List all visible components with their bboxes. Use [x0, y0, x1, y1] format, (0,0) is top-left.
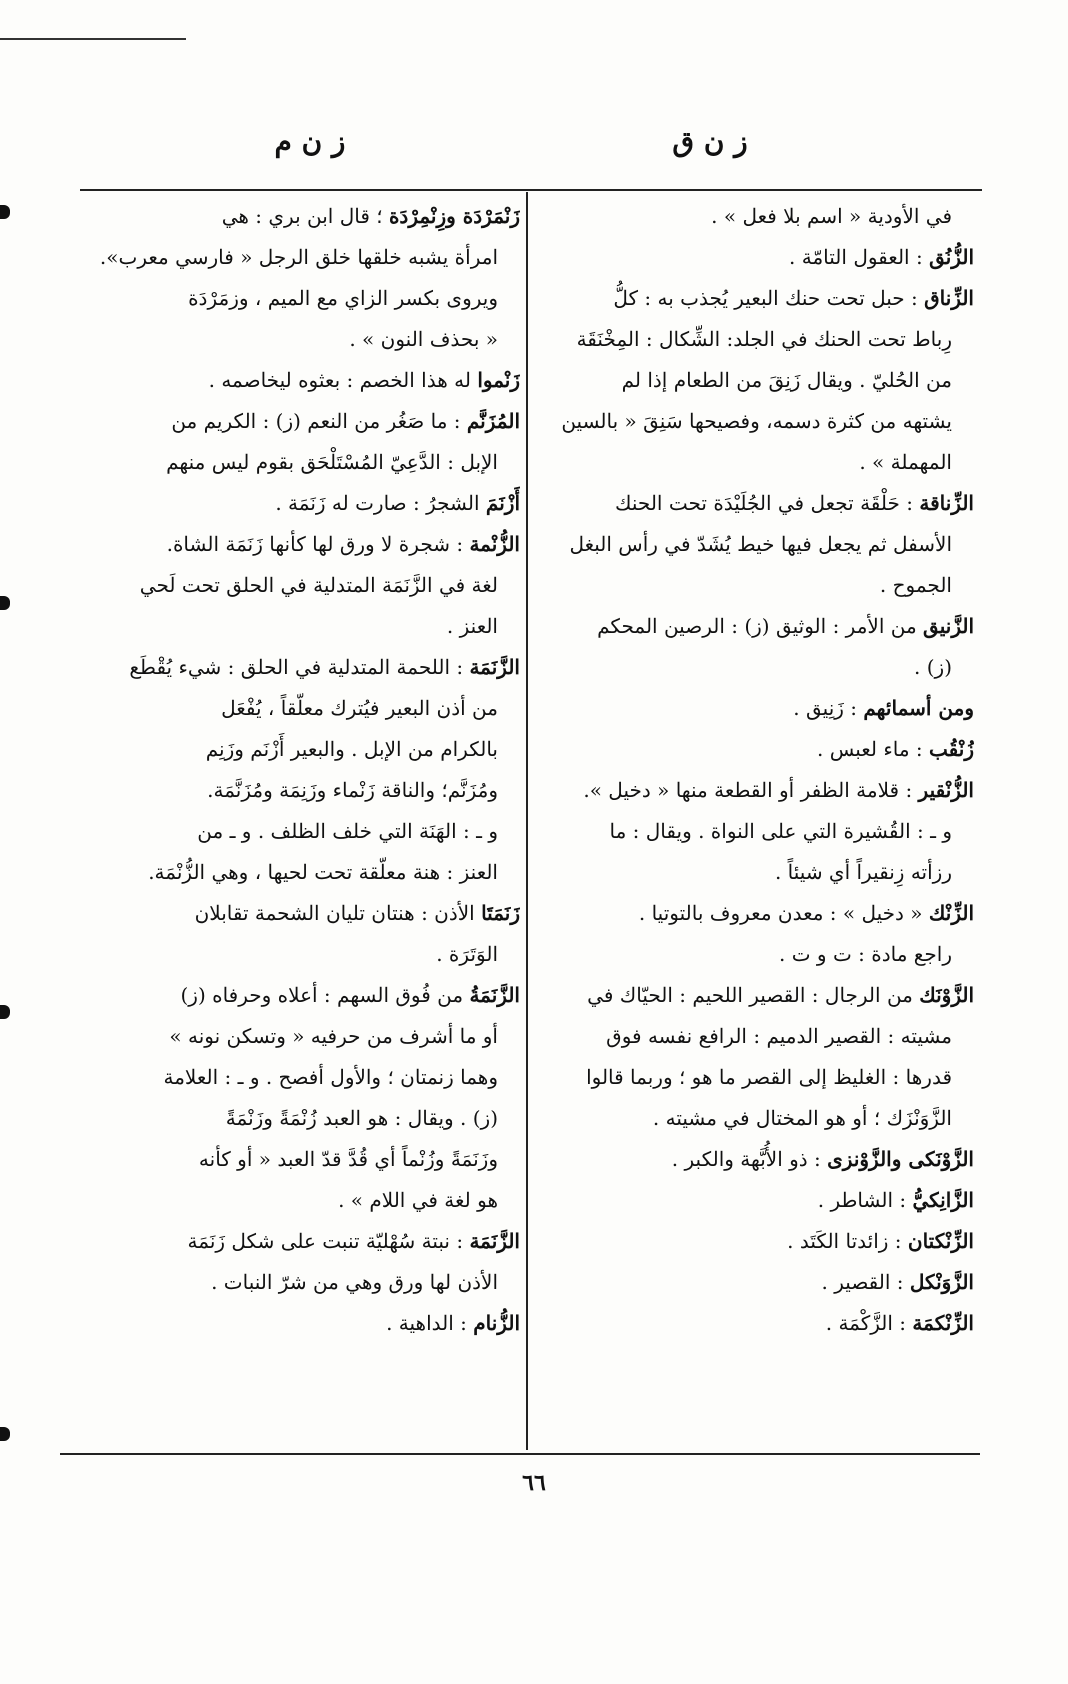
- entry-line: [84, 401, 520, 442]
- definition-text: ؛ قال ابن بري : هي: [221, 204, 389, 228]
- definition-text: الإبل : الدَّعِيّ المُسْتَلْحَق بقوم ليس منهم: [166, 450, 498, 474]
- right-column: [534, 196, 974, 1344]
- continuation-line: [84, 1180, 520, 1221]
- entry-line: [534, 237, 974, 278]
- headword: زَنْموا: [477, 368, 520, 392]
- headword: الزَّوَنْكل: [909, 1270, 974, 1294]
- headword: زَنْمَرْدَة وزِنْمِرْدَة: [388, 204, 520, 228]
- continuation-line: [84, 852, 520, 893]
- definition-text: أو ما أشرف من حرفيه « وتسكن نونه »: [169, 1024, 498, 1048]
- continuation-line: [84, 237, 520, 278]
- continuation-line: [84, 319, 520, 360]
- definition-text: : القصير .: [821, 1270, 910, 1294]
- definition-text: مشيته : القصير الدميم : الرافع نفسه فوق: [606, 1024, 952, 1048]
- definition-text: قدرها : الغليظ إلى القصر ما هو ؛ وربما قالوا: [586, 1065, 952, 1089]
- page-number: ٦٦: [522, 1470, 546, 1496]
- continuation-line: [84, 688, 520, 729]
- definition-text: وهما زنمتان ؛ والأول أفصح . و ـ : العلامة: [163, 1065, 498, 1089]
- continuation-line: [84, 1262, 520, 1303]
- continuation-line: [534, 1016, 974, 1057]
- continuation-line: [84, 606, 520, 647]
- entry-line: [84, 647, 520, 688]
- definition-text: : الداهية .: [386, 1311, 474, 1335]
- entry-line: [84, 483, 520, 524]
- column-divider: [526, 192, 528, 1450]
- definition-text: و ـ : القُشيرة التي على النواة . ويقال : ما: [609, 819, 952, 843]
- continuation-line: [534, 852, 974, 893]
- definition-text: له هذا الخصم : بعثوه ليخاصمه .: [208, 368, 478, 392]
- definition-text: الوَتَرَة .: [436, 942, 498, 966]
- continuation-line: [534, 647, 974, 688]
- bottom-rule: [60, 1453, 980, 1455]
- definition-text: رزأته زِنقيراً أي شيئاً .: [774, 860, 952, 884]
- definition-text: العنز .: [446, 614, 498, 638]
- continuation-line: [534, 565, 974, 606]
- left-column-root-header: ز ن م: [274, 125, 346, 158]
- entry-line: [534, 1139, 974, 1180]
- continuation-line: [534, 442, 974, 483]
- definition-text: : حَلْقَة تجعل في الجُلَيْدَة تحت الحنك: [615, 491, 920, 515]
- definition-text: : ما صَغُر من النعم (ز) : الكريم من: [171, 409, 467, 433]
- definition-text: الزَّوَنْزَك ؛ أو هو المختال في مشيته .: [652, 1106, 952, 1130]
- definition-text: : نبتة سُهْليّة تنبت على شكل زَنَمَة: [187, 1229, 470, 1253]
- edge-mark: [0, 205, 10, 219]
- continuation-line: [84, 1016, 520, 1057]
- entry-line: [534, 278, 974, 319]
- definition-text: : العقول التامّة .: [789, 245, 930, 269]
- entry-line: [84, 1221, 520, 1262]
- continuation-line: [84, 770, 520, 811]
- entry-line: [84, 975, 520, 1016]
- continuation-line: [534, 196, 974, 237]
- definition-text: : حبل تحت حنك البعير يُجذب به : كلُّ: [613, 286, 925, 310]
- headword: الزِّناق: [924, 286, 974, 310]
- edge-mark: [0, 596, 10, 610]
- continuation-line: [84, 729, 520, 770]
- right-column-root-header: ز ن ق: [672, 125, 748, 158]
- continuation-line: [84, 1139, 520, 1180]
- headword: الزِّنْكمَة: [912, 1311, 974, 1335]
- headword: الزُّنْمة: [469, 532, 520, 556]
- entry-line: [534, 975, 974, 1016]
- definition-text: ويروى بكسر الزاي مع الميم ، وزمَرْدَة: [188, 286, 498, 310]
- entry-line: [84, 1303, 520, 1344]
- continuation-line: [84, 278, 520, 319]
- definition-text: من أذن البعير فيُترك معلّقاً ، يُفْعَل: [221, 696, 498, 720]
- definition-text: العنز : هنة معلّقة تحت لحيها ، وهي الزُّنْمَة.: [148, 860, 498, 884]
- headword: زَنَمَتَا: [481, 901, 520, 925]
- headword: المُزَنَّم: [466, 409, 520, 433]
- entry-line: [84, 893, 520, 934]
- headword: الزَّنَمَة: [469, 655, 520, 679]
- headword: الزَّنيق: [923, 614, 974, 638]
- definition-text: « بحذف النون » .: [349, 327, 498, 351]
- definition-text: « دخيل » : معدن معروف بالتوتيا .: [638, 901, 929, 925]
- definition-text: من الأمر : الوثيق (ز) : الرصين المحكم: [597, 614, 924, 638]
- definition-text: : زائدتا الكَتَد .: [787, 1229, 908, 1253]
- entry-line: [84, 524, 520, 565]
- continuation-line: [534, 319, 974, 360]
- headword: زُنْقُب: [929, 737, 974, 761]
- headword: الزُّنْقير: [918, 778, 974, 802]
- entry-line: [534, 770, 974, 811]
- definition-text: (ز) .: [914, 655, 952, 679]
- definition-text: و ـ : الهَنَة التي خلف الظلف . و ـ من: [197, 819, 498, 843]
- continuation-line: [534, 1057, 974, 1098]
- definition-text: : زَنِيق .: [793, 696, 864, 720]
- continuation-line: [534, 1098, 974, 1139]
- entry-line: [534, 688, 974, 729]
- definition-text: الجموح .: [879, 573, 952, 597]
- definition-text: : اللحمة المتدلية في الحلق : شيء يُقْطَع: [129, 655, 470, 679]
- entry-line: [534, 893, 974, 934]
- definition-text: : الزَّكْمَة .: [825, 1311, 913, 1335]
- continuation-line: [84, 934, 520, 975]
- entry-line: [534, 483, 974, 524]
- left-column: [84, 196, 520, 1344]
- definition-text: رِباط تحت الحنك في الجلد: الشِّكال : المِخْنَقَة: [576, 327, 952, 351]
- continuation-line: [534, 811, 974, 852]
- entry-line: [534, 606, 974, 647]
- entry-line: [534, 1221, 974, 1262]
- definition-text: : قلامة الظفر أو القطعة منها « دخيل ».: [583, 778, 919, 802]
- header-rule: [80, 189, 982, 191]
- headword: الزِّنْك: [928, 901, 974, 925]
- definition-text: الشجرُ : صارت له زَنَمَة .: [275, 491, 486, 515]
- definition-text: من الرجال : القصير اللحيم : الحيّاك في: [587, 983, 920, 1007]
- definition-text: هو لغة في اللام » .: [338, 1188, 498, 1212]
- headword: الزُّنُق: [929, 245, 974, 269]
- definition-text: الأذن : هنتان تليان الشحمة تقابلان: [194, 901, 482, 925]
- headword: الزَّوْنَكى والزَّوْنزى: [827, 1147, 974, 1171]
- headword: الزُّنام: [473, 1311, 520, 1335]
- definition-text: في الأودية « اسم بلا فعل » .: [711, 204, 952, 228]
- definition-text: (ز) . ويقال : هو العبد زُنْمَةً وزَنْمَةً: [225, 1106, 498, 1130]
- continuation-line: [84, 565, 520, 606]
- continuation-line: [84, 442, 520, 483]
- definition-text: الأذن لها ورق وهي من شرّ النبات .: [211, 1270, 498, 1294]
- headword: الزَّانِكيُّ: [912, 1188, 974, 1212]
- entry-line: [534, 1262, 974, 1303]
- definition-text: راجع مادة : ت و ت .: [779, 942, 952, 966]
- definition-text: : ذو الأُبَّهة والكبر .: [671, 1147, 828, 1171]
- definition-text: بالكرام من الإبل . والبعير أَزْنَم وزَنِم: [205, 737, 498, 761]
- definition-text: : الشاطر .: [817, 1188, 913, 1212]
- definition-text: يشتهه من كثرة دسمه، وفصيحها سَنِقَ « بالسين: [561, 409, 952, 433]
- headword: الزَّوْنَك: [919, 983, 974, 1007]
- definition-text: وزَنَمَةً وزُنْماً أي قُدَّ قدّ العبد « أو كأنه: [198, 1147, 498, 1171]
- headword: الزَّنَمَةُ: [469, 983, 520, 1007]
- definition-text: الأسفل ثم يجعل فيها خيط يُشَدّ في رأس البغل: [569, 532, 952, 556]
- continuation-line: [534, 934, 974, 975]
- continuation-line: [84, 1057, 520, 1098]
- continuation-line: [84, 1098, 520, 1139]
- definition-text: من الحُليّ . ويقال زَنِقَ من الطعام إذا لم: [621, 368, 952, 392]
- definition-text: المهملة » .: [859, 450, 952, 474]
- entry-line: [534, 1180, 974, 1221]
- headword: أَزْنَمَ: [485, 491, 520, 515]
- definition-text: : ماء لعبس .: [817, 737, 930, 761]
- definition-text: لغة في الزَّنَمَة المتدلية في الحلق تحت لَحي: [139, 573, 498, 597]
- continuation-line: [84, 811, 520, 852]
- entry-line: [534, 729, 974, 770]
- headword: الزِّناقة: [919, 491, 974, 515]
- continuation-line: [534, 524, 974, 565]
- headword: الزِّنْكتان: [907, 1229, 974, 1253]
- entry-line: [84, 360, 520, 401]
- continuation-line: [534, 360, 974, 401]
- headword: ومن أسمائهم: [863, 696, 974, 720]
- headword: الزَّنَمَة: [469, 1229, 520, 1253]
- definition-text: : شجرة لا ورق لها كأنها زَنَمَة الشاة.: [166, 532, 470, 556]
- top-edge-rule: [0, 38, 186, 40]
- definition-text: من فُوق السهم : أعلاه وحرفاه (ز): [180, 983, 470, 1007]
- continuation-line: [534, 401, 974, 442]
- edge-mark: [0, 1005, 10, 1019]
- edge-mark: [0, 1427, 10, 1441]
- entry-line: [534, 1303, 974, 1344]
- entry-line: [84, 196, 520, 237]
- definition-text: ومُزَنَّم؛ والناقة زَنْماء وزَنِمَة ومُزَنَّمَة.: [207, 778, 498, 802]
- definition-text: امرأة يشبه خلقها خلق الرجل « فارسي معرب».: [99, 245, 498, 269]
